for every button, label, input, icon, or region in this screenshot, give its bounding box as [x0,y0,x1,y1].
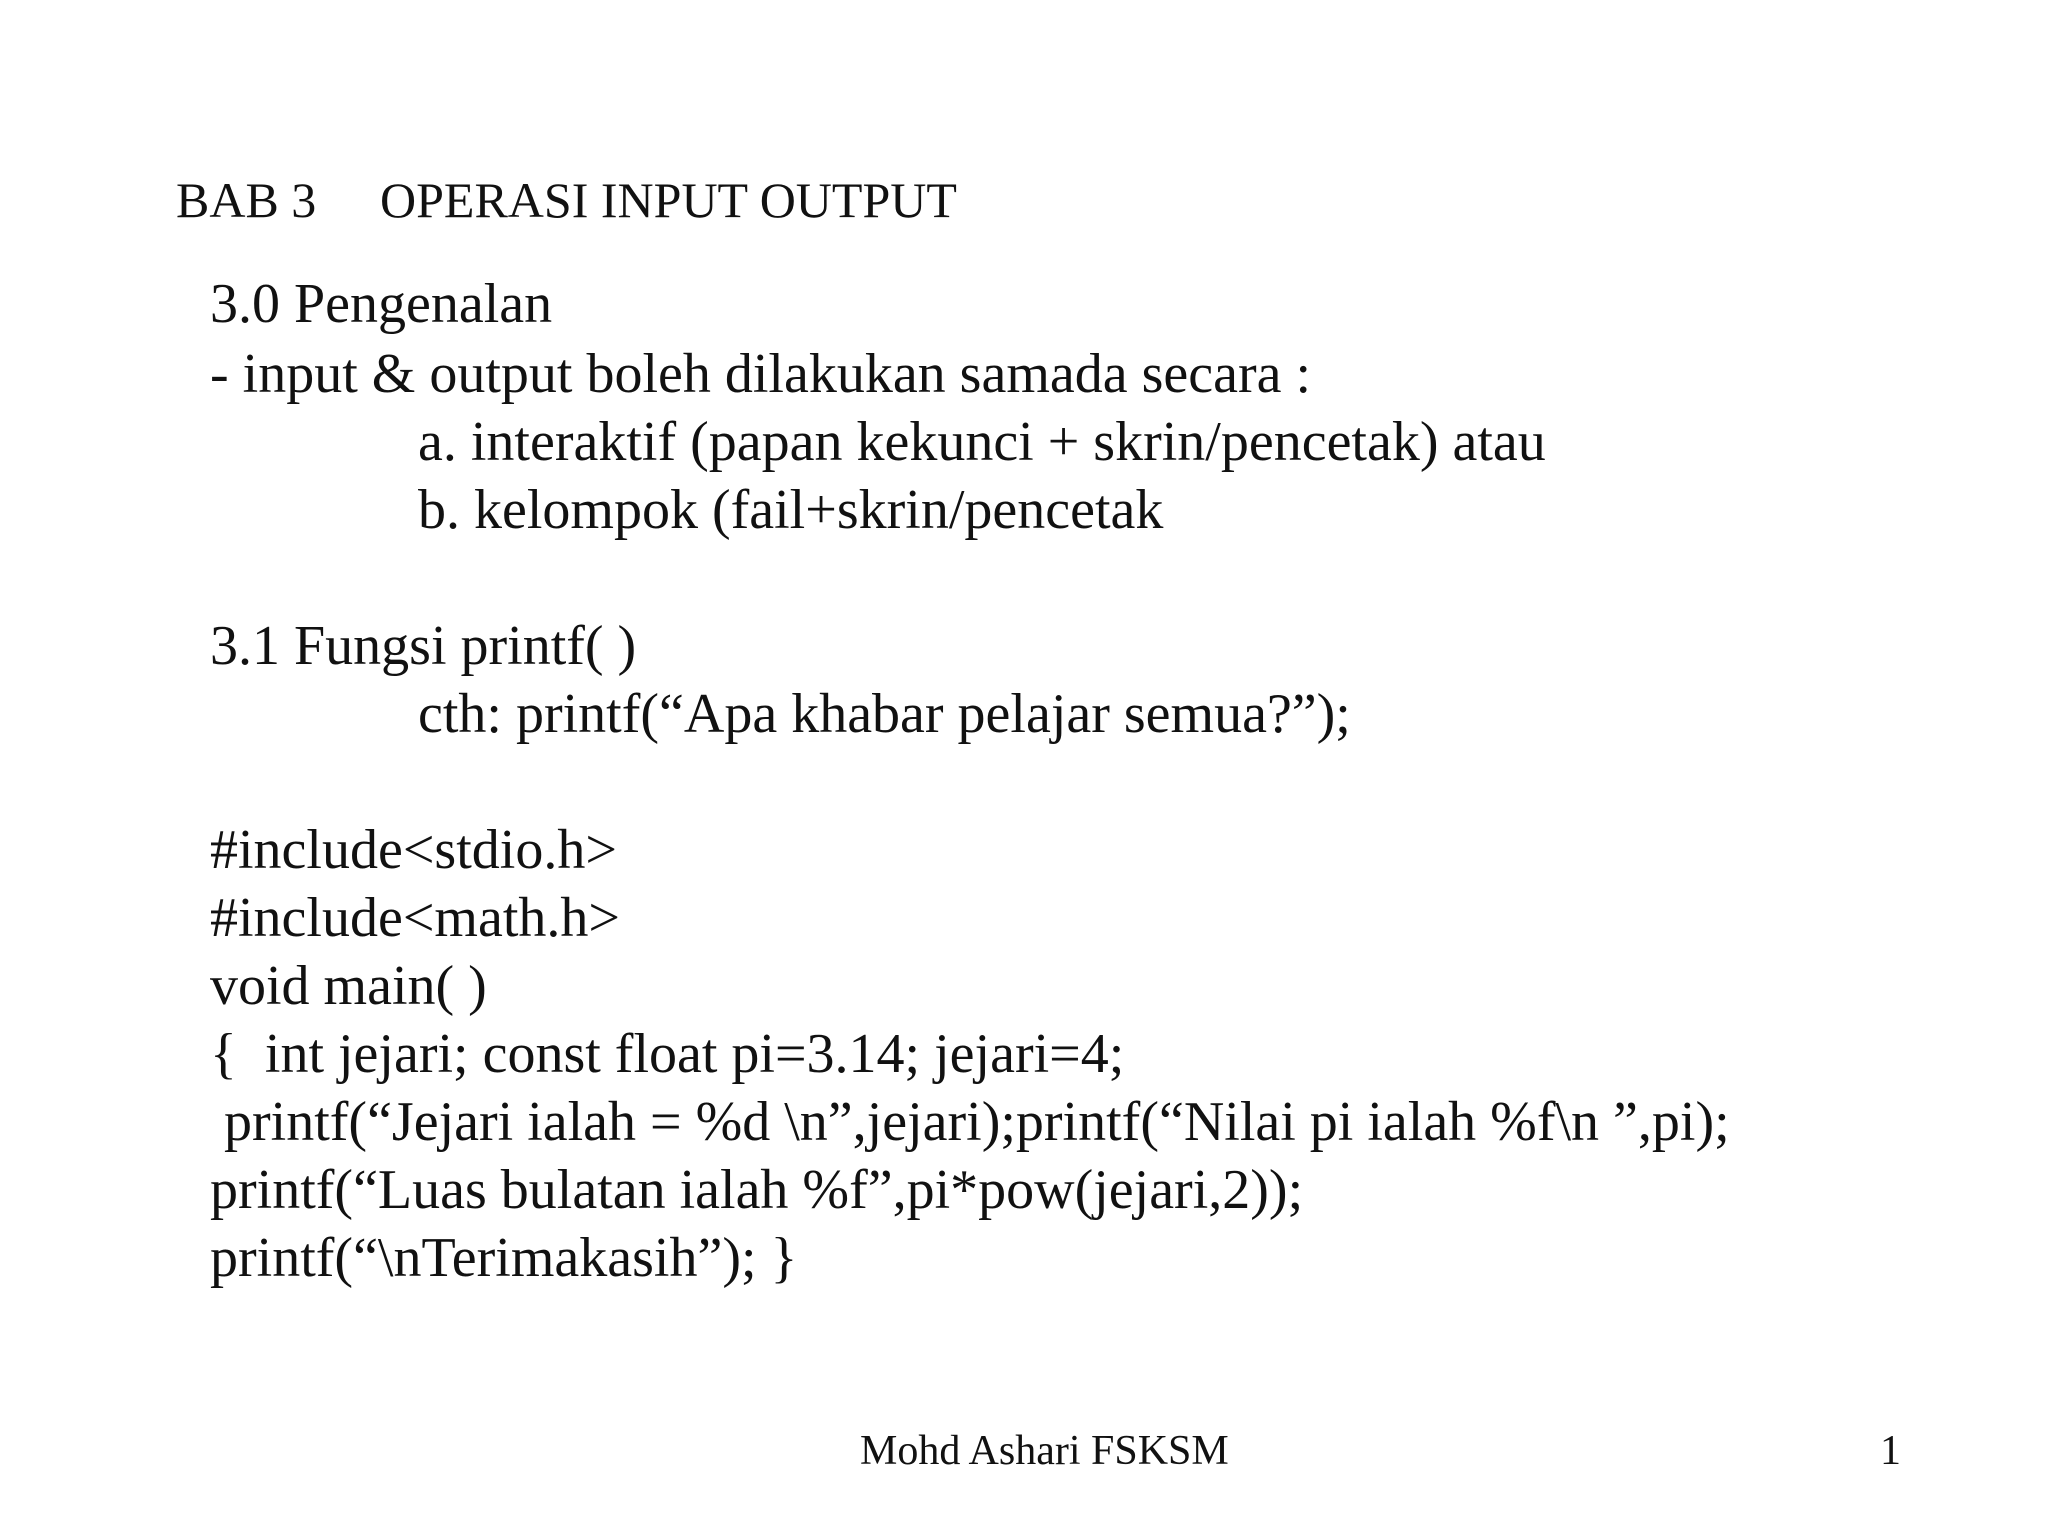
code-line-printf-area: printf(“Luas bulatan ialah %f”,pi*pow(jejari,2)); [210,1159,1304,1221]
chapter-title: OPERASI INPUT OUTPUT [380,172,957,228]
code-line-main: void main( ) [210,955,487,1017]
code-line-include-stdio: #include<stdio.h> [210,819,617,881]
page-number: 1 [1880,1428,1901,1474]
slide-heading [176,170,957,230]
section-heading-intro: 3.0 Pengenalan [210,273,553,335]
code-line-include-math: #include<math.h> [210,887,620,949]
intro-bullet: - input & output boleh dilakukan samada secara : [210,343,1312,405]
code-line-printf-thanks: printf(“\nTerimakasih”); } [210,1227,798,1289]
chapter-label: BAB 3 [176,172,317,228]
printf-example: cth: printf(“Apa khabar pelajar semua?”); [418,683,1351,745]
section-heading-printf: 3.1 Fungsi printf( ) [210,615,637,677]
code-line-printf-values: printf(“Jejari ialah = %d \n”,jejari);printf(“Nilai pi ialah %f\n ”,pi); [224,1091,1730,1153]
footer-author: Mohd Ashari FSKSM [860,1428,1229,1474]
code-line-declarations: { int jejari; const float pi=3.14; jejari=4; [210,1023,1125,1085]
intro-item-a: a. interaktif (papan kekunci + skrin/pencetak) atau [418,411,1546,473]
intro-item-b: b. kelompok (fail+skrin/pencetak [418,479,1164,541]
